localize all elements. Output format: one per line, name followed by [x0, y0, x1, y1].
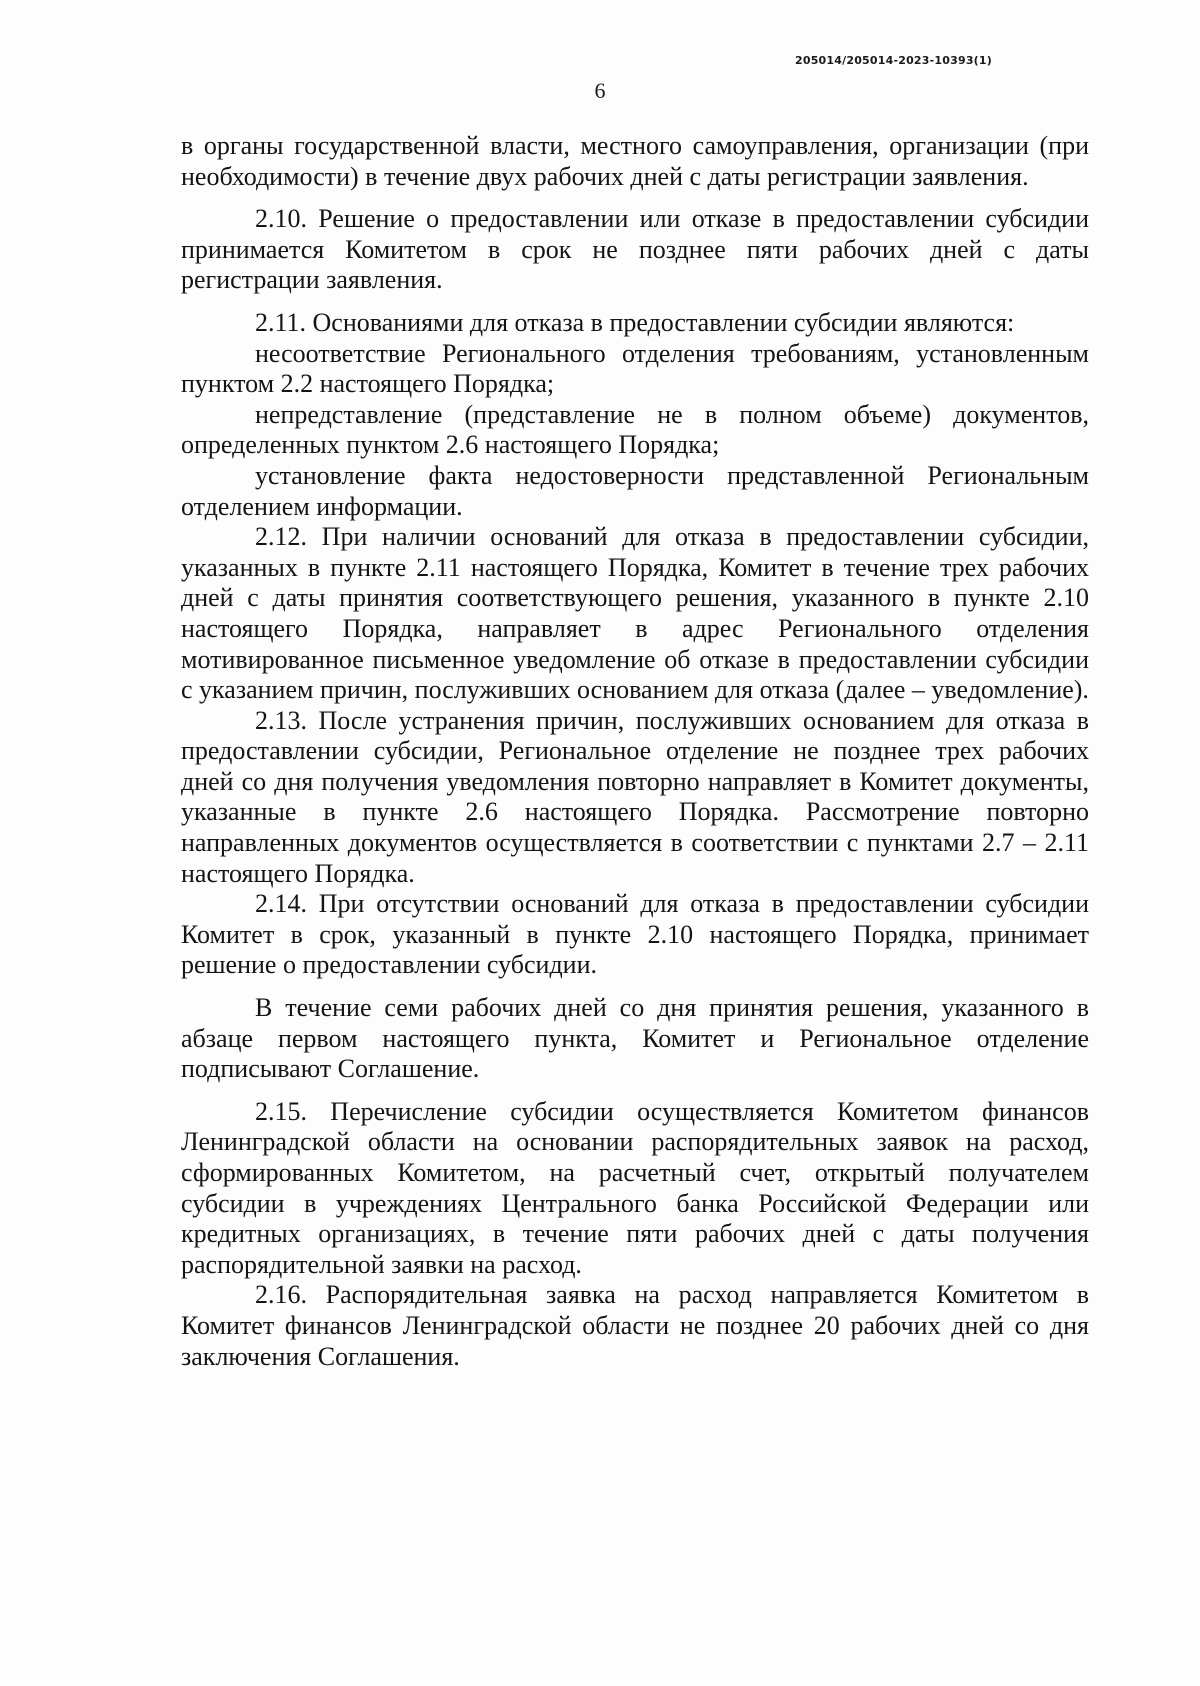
- paragraph-2-10: 2.10. Решение о предоставлении или отказе в предоставлении субсидии принимается Комитетом в срок не позднее пяти рабочих дней с даты регистрации заявления.: [181, 204, 1089, 295]
- paragraph-continuation: в органы государственной власти, местного самоуправления, организации (при необходимости) в течение двух рабочих дней с даты регистрации заявления.: [181, 131, 1089, 191]
- document-body: [181, 131, 1089, 1372]
- document-id: 205014/205014-2023-10393(1): [795, 54, 992, 67]
- paragraph-2-12: 2.12. При наличии оснований для отказа в предоставлении субсидии, указанных в пункте 2.11 настоящего Порядка, Комитет в течение трех рабочих дней с даты принятия соответствующего решения, указанного в пункте 2.10 настоящего Порядка, направляет в адрес Регионального отделения мотивированное письменное уведомление об отказе в предоставлении субсидии с указанием причин, послуживших основанием для отказа (далее – уведомление).: [181, 522, 1089, 705]
- paragraph-2-16: 2.16. Распорядительная заявка на расход направляется Комитетом в Комитет финансов Ленинградской области не позднее 20 рабочих дней со дня заключения Соглашения.: [181, 1280, 1089, 1371]
- paragraph-2-14: 2.14. При отсутствии оснований для отказа в предоставлении субсидии Комитет в срок, указанный в пункте 2.10 настоящего Порядка, принимает решение о предоставлении субсидии.: [181, 889, 1089, 980]
- paragraph-2-11: 2.11. Основаниями для отказа в предоставлении субсидии являются:: [255, 307, 1015, 337]
- paragraph-2-11-item-3: установление факта недостоверности представленной Региональным отделением информации.: [181, 460, 1089, 521]
- paragraph-2-15: 2.15. Перечисление субсидии осуществляется Комитетом финансов Ленинградской области на основании распорядительных заявок на расход, сформированных Комитетом, на расчетный счет, открытый получателем субсидии в учреждениях Центрального банка Российской Федерации или кредитных организациях, в течение пяти рабочих дней с даты получения распорядительной заявки на расход.: [181, 1096, 1089, 1279]
- page-number: 6: [594, 78, 606, 103]
- paragraph-2-11-item-2: непредставление (представление не в полном объеме) документов, определенных пунктом 2.6 настоящего Порядка;: [181, 399, 1089, 460]
- paragraph-2-11-item-1: несоответствие Регионального отделения требованиям, установленным пунктом 2.2 настоящего Порядка;: [181, 338, 1089, 399]
- paragraph-2-14-signing: В течение семи рабочих дней со дня принятия решения, указанного в абзаце первом настоящего пункта, Комитет и Региональное отделение подписывают Соглашение.: [181, 993, 1089, 1084]
- paragraph-2-13: 2.13. После устранения причин, послуживших основанием для отказа в предоставлении субсидии, Региональное отделение не позднее трех рабочих дней со дня получения уведомления повторно направляет в Комитет документы, указанные в пункте 2.6 настоящего Порядка. Рассмотрение повторно направленных документов осуществляется в соответствии с пунктами 2.7 – 2.11 настоящего Порядка.: [181, 705, 1089, 888]
